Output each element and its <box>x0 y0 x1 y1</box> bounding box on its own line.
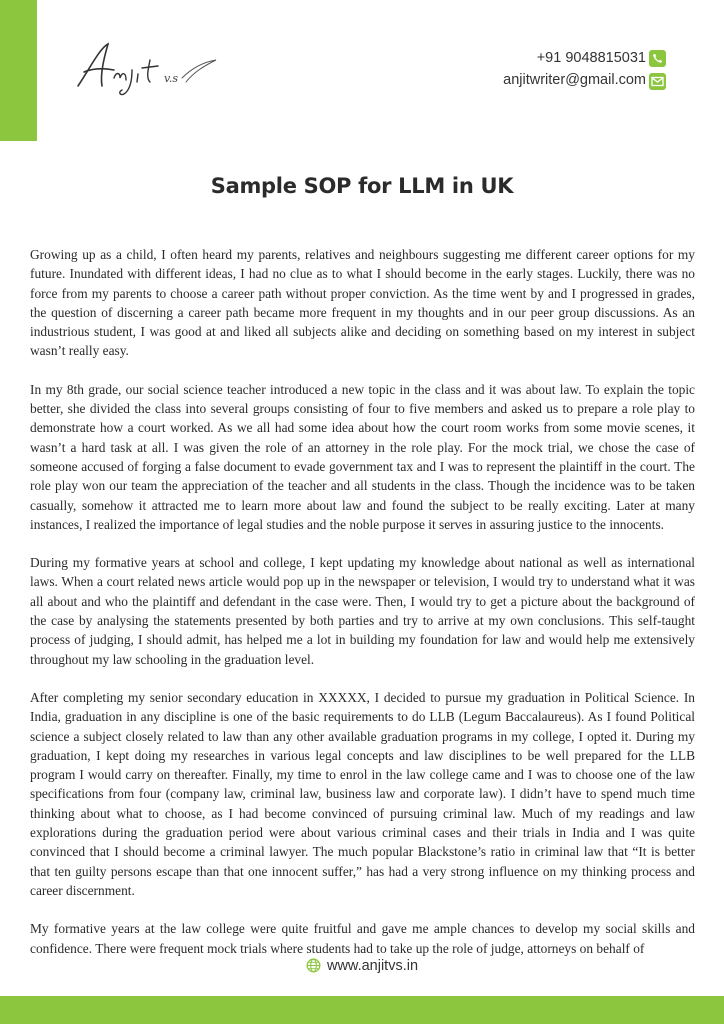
paragraph: During my formative years at school and college, I kept updating my knowledge about national as well as international laws. When a court related news article would pop up in the newspaper or television, I would try to understand what it was all about and who the plaintiff and defendant in the case were. Then, I would try to get a picture about the background of the case by analysing the statements presented by both parties and try to arrive at my own conclusions. This self-taught process of judging, I should admit, has helped me a lot in building my foundation for law and would help me extensively throughout my law schooling in the graduation level. <box>30 555 695 667</box>
svg-text:v.s: v.s <box>164 72 179 85</box>
document-body <box>30 245 695 977</box>
page-title: Sample SOP for LLM in UK <box>210 174 514 198</box>
phone-number[interactable]: +91 9048815031 <box>536 50 646 66</box>
mail-icon <box>649 73 666 90</box>
website-link[interactable]: www.anjitvs.in <box>326 958 419 974</box>
paragraph: Growing up as a child, I often heard my parents, relatives and neighbours suggesting me different career options for my future. Inundated with different ideas, I had no clue as to what I should become in the early stages. Luckily, there was no force from my parents to choose a career path without proper conviction. As the time went by and I progressed in grades, the question of discerning a career path became more frequent in my thoughts and in our peer group discussions. As an industrious student, I was good at and liked all subjects alike and deciding on something based on my interest in subject wasn’t really easy. <box>30 247 695 359</box>
signature-logo <box>70 38 220 98</box>
paragraph: In my 8th grade, our social science teacher introduced a new topic in the class and it was about law. To explain the topic better, she divided the class into several groups consisting of four to five members and asked us to prepare a role play to demonstrate how a court worked. As we all had some idea about how the court room works from some movie scenes, it wasn’t a hard task at all. I was given the role of an attorney in the role play. For the mock trial, we chose the case of someone accused of forging a false document to evade government tax and I was to represent the plaintiff in the court. The role play won our team the appreciation of the teacher and all students in the class. Though the incidence was to be taken casually, somehow it attracted me to learn more about law and found the subject to be really exciting. Later at many instances, I realized the importance of legal studies and the noble purpose it serves in assuring justice to the innocents. <box>30 381 695 532</box>
paragraph: After completing my senior secondary education in XXXXX, I decided to pursue my graduation in Political Science. In India, graduation in any discipline is one of the basic requirements to do LLB (Legum Baccalaureus). As I found Political science a subject closely related to law than any other available graduation programs in my college, I opted it. During my graduation, I kept doing my researches in various legal concepts and law disciplines to be well prepared for the LLB program I would carry on thereafter. Finally, my time to enrol in the law college came and I was to choose one of the law specifications from four (company law, criminal law, business law and corporate law). I didn’t have to spend much time thinking about what to choose, as I had become convinced of pursuing criminal law. Much of my readings and law explorations during the graduation period were about various criminal cases and their trials in India and I was quite convinced that I should become a criminal lawyer. The much popular Blackstone’s ratio in criminal law that “It is better that ten guilty persons escape than that one innocent suffer,” has had a very strong influence on my thinking process and career discernment. <box>30 689 695 898</box>
accent-bar-bottom <box>0 996 724 1024</box>
paragraph: My formative years at the law college were quite fruitful and gave me ample chances to develop my social skills and confidence. There were frequent mock trials where students had to take up the role of judge, attorneys on behalf of <box>30 921 695 956</box>
footer-website[interactable] <box>0 958 724 974</box>
accent-bar-top-left <box>0 0 37 141</box>
phone-icon <box>649 50 666 67</box>
globe-icon <box>306 958 321 973</box>
email-address[interactable]: anjitwriter@gmail.com <box>503 72 646 88</box>
